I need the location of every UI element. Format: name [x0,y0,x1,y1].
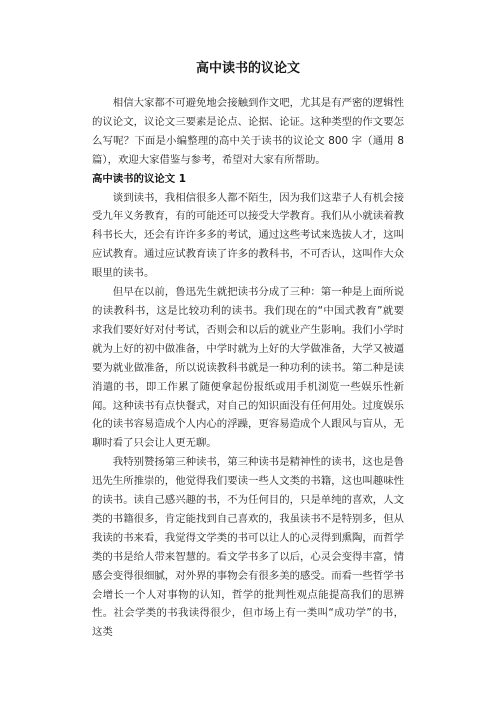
body-paragraph-2: 但早在以前，鲁迅先生就把读书分成了三种：第一种是上面所说的读教科书，这是比较功利的读书。我们现在的“中国式教育”就要求我们要好好对付考试，否则会和以后的就业产生影响。我们小学时就为上好的初中做准备，中学时就为上好的大学做准备，大学又被逼要为就业做准备，所以说读教科书就是一种功利的读书。第二种是读消遣的书，即工作累了随便拿起份报纸或用手机浏览一些娱乐性新闻。这种读书有点快餐式，对自己的知识面没有任何用处。过度娱乐化的读书容易造成个人内心的浮躁，更容易造成个人跟风与盲从，无聊时看了只会让人更无聊。 [92,286,404,450]
section-heading: 高中读书的议论文 1 [92,172,186,185]
body-paragraph-1: 谈到读书，我相信很多人都不陌生，因为我们这辈子人有机会接受九年义务教育，有的可能还可以接受大学教育。我们从小就读着教科书长大，还会有许许多多的考试，通过这些考试来选拔人才，这叫应试教育。通过应试教育读了许多的教科书，不可否认，这叫作大众眼里的读书。 [92,191,404,280]
body-paragraph-3: 我特别赞扬第三种读书，第三种读书是精神性的读书，这也是鲁迅先生所推崇的，他觉得我们要读一些人文类的书籍，这也叫趣味性的读书。读自己感兴趣的书，不为任何目的，只是单纯的喜欢，人文类的书籍很多，肯定能找到自己喜欢的，我虽读书不是特别多，但从我读的书来看，我觉得文学类的书可以让人的心灵得到熏陶，而哲学类的书是给人带来智慧的。看文学书多了以后，心灵会变得丰富，情感会变得很细腻，对外界的事物会有很多美的感受。而看一些哲学书会增长一个人对事物的认知，哲学的批判性观点能提高我们的思辨性。社会学类的书我读得很少，但市场上有一类叫“成功学”的书，这类 [92,456,404,639]
document-title: 高中读书的议论文 [195,61,300,76]
intro-paragraph: 相信大家都不可避免地会接触到作文吧，尤其是有严密的逻辑性的议论文，议论文三要素是论点、论据、论证。这种类型的作文要怎么写呢？下面是小编整理的高中关于读书的议论文 800 字（通用 8 篇），欢迎大家借鉴与参考，希望对大家有所帮助。 [92,97,404,166]
